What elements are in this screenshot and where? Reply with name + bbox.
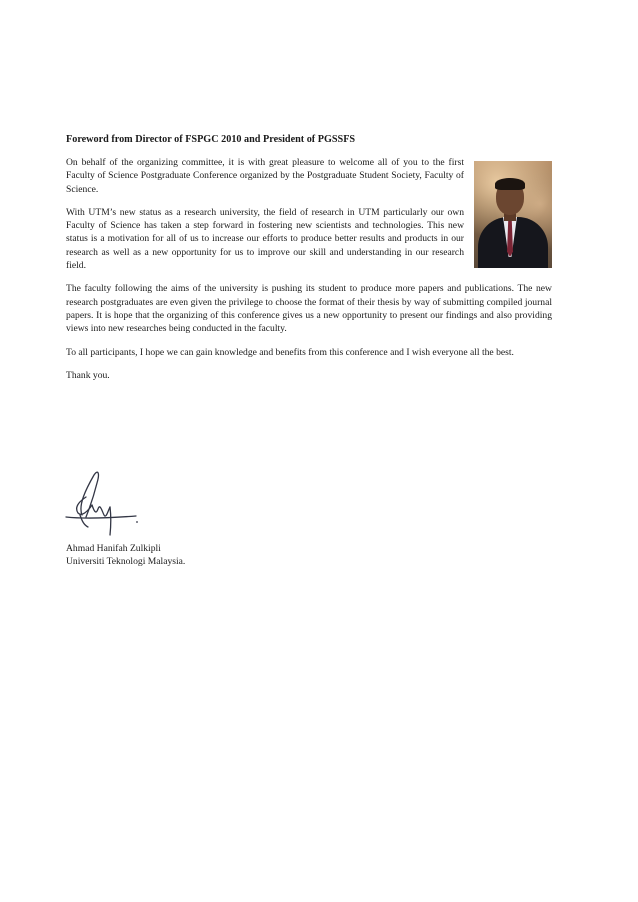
paragraph-publications: The faculty following the aims of the university is pushing its student to produce more papers and publications. The new research postgraduates are even given the privilege to choose the format of their thesis by way of submitting compiled journal papers. It is hope that the organizing of this conference gives us a new opportunity to present our findings and also providing views into new researches being conducted in the faculty. [66,283,552,335]
paragraph-thanks: Thank you. [66,369,110,381]
handwritten-signature [64,467,144,543]
signer-block [66,542,185,568]
signer-name: Ahmad Hanifah Zulkipli [66,543,161,554]
paragraph-wishes: To all participants, I hope we can gain knowledge and benefits from this conference and I wish everyone all the best. [66,346,514,358]
signer-affiliation: Universiti Teknologi Malaysia. [66,556,186,567]
foreword-page [66,133,552,392]
foreword-title: Foreword from Director of FSPGC 2010 and President of PGSSFS [66,134,356,145]
paragraph-research-status: With UTM’s new status as a research university, the field of research in UTM particularly our own Faculty of Science has taken a step forward in fostering new scientists and technologies. This new status is a motivation for all of us to increase our efforts to produce better results and products in our research as well as a new opportunity for us to improve our skill and understanding in our research field. [66,206,464,272]
director-photo [474,161,552,268]
paragraph-welcome: On behalf of the organizing committee, it is with great pleasure to welcome all of you to the first Faculty of Science Postgraduate Conference organized by the Postgraduate Student Society, Faculty of Science. [66,157,464,195]
